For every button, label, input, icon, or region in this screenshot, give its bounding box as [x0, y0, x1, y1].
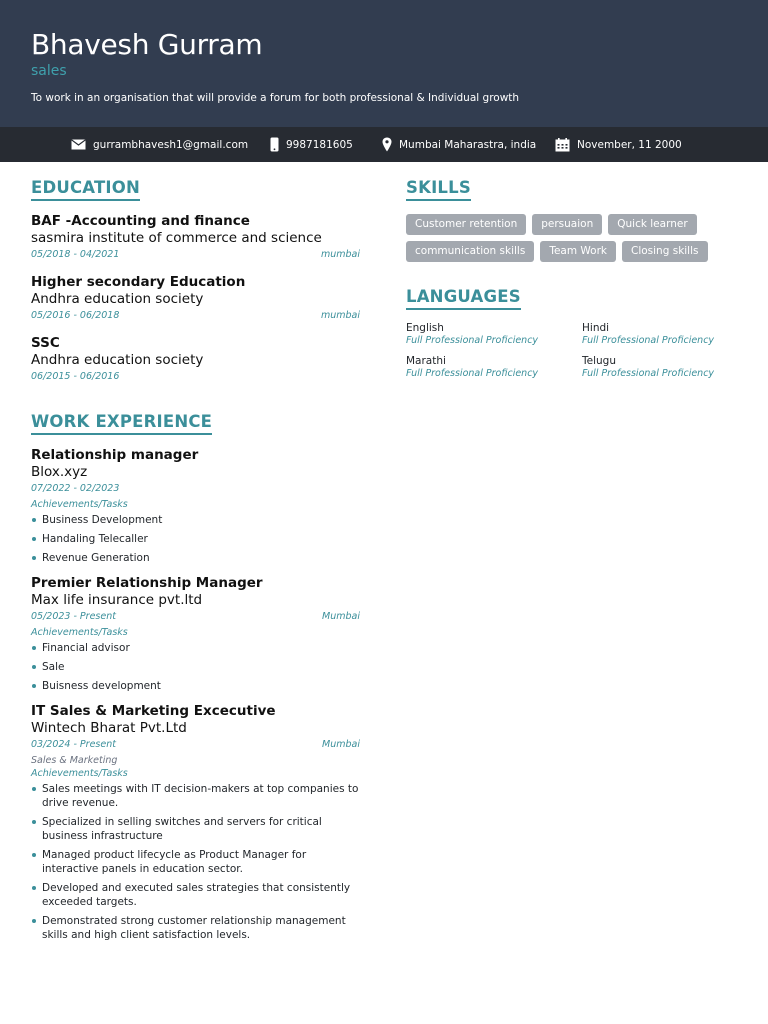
task-item: Financial advisor [31, 641, 361, 655]
task-list [31, 641, 361, 693]
education-degree: BAF -Accounting and finance [31, 213, 250, 229]
achievements-label: Achievements/Tasks [31, 499, 128, 510]
achievements-label: Achievements/Tasks [31, 627, 128, 638]
work-entry [31, 703, 361, 942]
resume-header [0, 0, 768, 127]
education-meta [31, 310, 361, 324]
job-dates: 07/2022 - 02/2023 [31, 483, 120, 494]
education-dates: 05/2018 - 04/2021 [31, 249, 120, 260]
education-place: mumbai [320, 249, 360, 260]
education-heading: EDUCATION [31, 178, 140, 201]
phone-text: 9987181605 [286, 138, 353, 151]
education-degree: SSC [31, 335, 60, 351]
map-pin-icon [382, 137, 392, 152]
work-entry [31, 447, 361, 565]
job-dates: 03/2024 - Present [31, 739, 116, 750]
job-place: Mumbai [322, 611, 360, 622]
contact-location [382, 127, 536, 162]
right-column [406, 178, 736, 379]
envelope-icon [71, 139, 86, 150]
contact-birthdate [555, 127, 682, 162]
language-item [582, 355, 758, 379]
candidate-name: Bhavesh Gurram [31, 28, 263, 61]
task-item: Developed and executed sales strategies that consistently exceeded targets. [31, 881, 361, 909]
contact-phone[interactable] [270, 127, 353, 162]
achievements-label: Achievements/Tasks [31, 768, 128, 779]
job-role: Relationship manager [31, 447, 199, 463]
language-name: Hindi [582, 322, 610, 334]
skill-tag: Closing skills [622, 241, 708, 262]
contact-email[interactable] [71, 127, 248, 162]
phone-icon [270, 137, 279, 152]
skill-tag: persuaion [532, 214, 602, 235]
task-item: Buisness development [31, 679, 361, 693]
job-company: Max life insurance pvt.ltd [31, 592, 203, 608]
education-dates: 06/2015 - 06/2016 [31, 371, 120, 382]
work-entry [31, 575, 361, 693]
skill-tag: communication skills [406, 241, 534, 262]
job-meta [31, 483, 361, 497]
languages-list [406, 322, 736, 379]
job-company: Wintech Bharat Pvt.Ltd [31, 720, 187, 736]
location-text: Mumbai Maharastra, india [399, 138, 537, 151]
education-school: sasmira institute of commerce and science [31, 230, 322, 246]
task-item: Sale [31, 660, 361, 674]
job-company: Blox.xyz [31, 464, 88, 480]
education-entry [31, 213, 361, 263]
language-level: Full Professional Proficiency [582, 368, 715, 379]
job-dates: 05/2023 - Present [31, 611, 116, 622]
education-school: Andhra education society [31, 352, 204, 368]
job-role: Premier Relationship Manager [31, 575, 263, 591]
education-degree: Higher secondary Education [31, 274, 246, 290]
left-column [31, 178, 361, 947]
contact-bar [0, 127, 768, 162]
job-meta [31, 739, 361, 753]
language-name: English [406, 322, 444, 334]
work-experience-heading: WORK EXPERIENCE [31, 412, 212, 435]
task-item: Handaling Telecaller [31, 532, 361, 546]
task-item: Sales meetings with IT decision-makers at top companies to drive revenue. [31, 782, 361, 810]
language-level: Full Professional Proficiency [582, 335, 715, 346]
skill-tag: Customer retention [406, 214, 526, 235]
task-item: Specialized in selling switches and servers for critical business infrastructure [31, 815, 361, 843]
education-school: Andhra education society [31, 291, 204, 307]
task-item: Business Development [31, 513, 361, 527]
candidate-role: sales [31, 63, 67, 79]
email-text: gurrambhavesh1@gmail.com [93, 138, 249, 151]
job-place: Mumbai [322, 739, 360, 750]
skill-tag: Quick learner [608, 214, 696, 235]
skill-tag: Team Work [540, 241, 616, 262]
language-name: Telugu [582, 355, 616, 367]
career-summary: To work in an organisation that will provide a forum for both professional & Individual growth [31, 92, 520, 104]
language-item [406, 355, 582, 379]
task-list [31, 782, 361, 942]
language-item [582, 322, 758, 346]
education-dates: 05/2016 - 06/2018 [31, 310, 120, 321]
education-meta [31, 249, 361, 263]
language-level: Full Professional Proficiency [406, 335, 539, 346]
education-meta [31, 371, 361, 385]
education-place: mumbai [320, 310, 360, 321]
education-entry [31, 274, 361, 324]
task-list [31, 513, 361, 565]
task-item: Revenue Generation [31, 551, 361, 565]
language-level: Full Professional Proficiency [406, 368, 539, 379]
languages-heading: LANGUAGES [406, 287, 521, 310]
birthdate-text: November, 11 2000 [577, 138, 682, 151]
education-entry [31, 335, 361, 385]
calendar-icon [555, 138, 570, 152]
job-role: IT Sales & Marketing Excecutive [31, 703, 276, 719]
job-meta [31, 611, 361, 625]
job-note: Sales & Marketing [31, 755, 118, 766]
task-item: Managed product lifecycle as Product Manager for interactive panels in education sector. [31, 848, 361, 876]
skills-list [406, 214, 736, 268]
language-name: Marathi [406, 355, 446, 367]
language-item [406, 322, 582, 346]
task-item: Demonstrated strong customer relationship management skills and high client satisfaction levels. [31, 914, 361, 942]
skills-heading: SKILLS [406, 178, 471, 201]
